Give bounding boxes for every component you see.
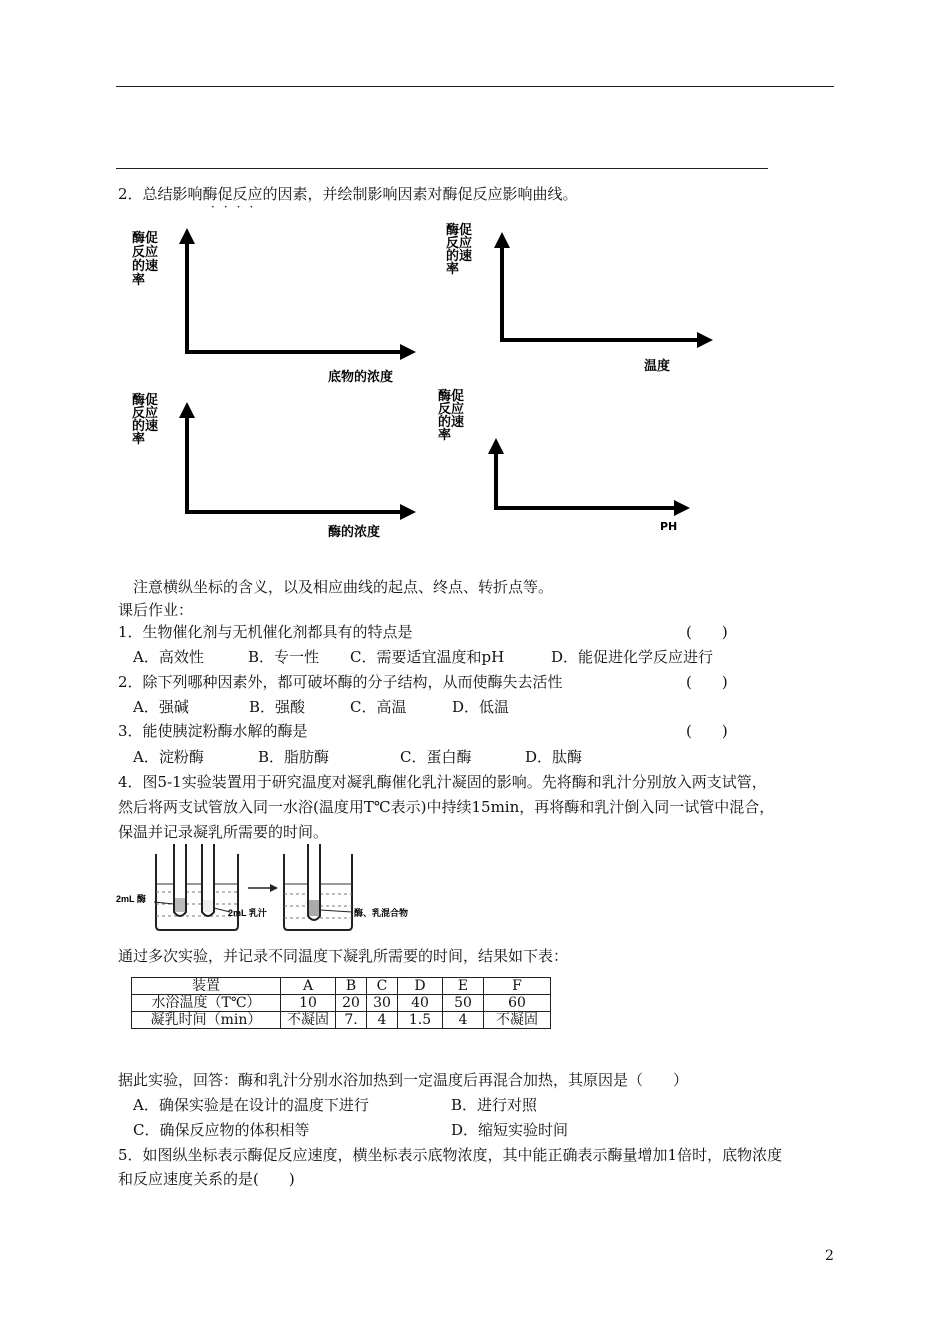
y-axis-arrow bbox=[179, 228, 195, 244]
x-axis-label: PH bbox=[660, 520, 678, 533]
question-1-stem: 1．生物催化剂与无机催化剂都具有的特点是 bbox=[118, 623, 413, 641]
y-label-line: 反应 bbox=[438, 402, 465, 417]
question-3-option-d: D．肽酶 bbox=[525, 748, 583, 766]
table-cell: 4 bbox=[443, 1012, 484, 1029]
x-axis-arrow bbox=[400, 344, 416, 360]
question-4-line-3: 保温并记录凝乳所需要的时间。 bbox=[118, 823, 329, 841]
y-axis-arrow bbox=[494, 232, 510, 248]
results-table bbox=[131, 977, 551, 1029]
table-cell: 水浴温度（T℃） bbox=[132, 995, 281, 1012]
graph4-y-label bbox=[438, 388, 464, 443]
y-axis-arrow bbox=[179, 402, 195, 418]
table-cell: 装置 bbox=[132, 978, 281, 995]
homework-title: 课后作业： bbox=[118, 601, 194, 619]
section-question-2: 2．总结影响酶促反应的因素，并绘制影响因素对酶促反应影响曲线。 bbox=[118, 185, 578, 203]
question-4-line-2: 然后将两支试管放入同一水浴(温度用T℃表示)中持续15min，再将酶和乳汁倒入同一试管中混合， bbox=[118, 798, 775, 816]
note-text: 注意横纵坐标的含义，以及相应曲线的起点、终点、转折点等。 bbox=[133, 578, 554, 596]
question-4-option-c: C．确保反应物的体积相等 bbox=[133, 1121, 310, 1139]
question-1-option-b: B．专一性 bbox=[248, 648, 320, 666]
question-1-blank: ( ) bbox=[686, 623, 728, 641]
y-label-line: 的速 bbox=[132, 419, 159, 434]
y-label-line: 的速 bbox=[446, 249, 473, 264]
question-3-option-c: C．蛋白酶 bbox=[400, 748, 472, 766]
x-axis-arrow bbox=[674, 500, 690, 516]
table-cell: 不凝固 bbox=[281, 1012, 336, 1029]
y-label-line: 的速 bbox=[132, 259, 159, 274]
question-3-option-a: A．淀粉酶 bbox=[133, 748, 204, 766]
label-milk: 2mL 乳汁 bbox=[228, 908, 267, 918]
table-cell: 凝乳时间（min） bbox=[132, 1012, 281, 1029]
graph-enzyme-concentration bbox=[120, 388, 440, 548]
y-label-line: 酶促 bbox=[438, 389, 465, 404]
table-row bbox=[132, 995, 551, 1012]
table-row bbox=[132, 978, 551, 995]
table-cell: 20 bbox=[336, 995, 367, 1012]
label-mixture: 酶、乳混合物 bbox=[354, 908, 409, 918]
x-axis-arrow bbox=[400, 504, 416, 520]
question-3-stem: 3．能使胰淀粉酶水解的酶是 bbox=[118, 722, 308, 740]
graph-temperature bbox=[430, 214, 730, 384]
question-2-option-c: C．高温 bbox=[350, 698, 407, 716]
y-label-line: 反应 bbox=[132, 406, 159, 421]
question-5-line-2: 和反应速度关系的是( ) bbox=[118, 1170, 295, 1188]
table-row bbox=[132, 1012, 551, 1029]
question-1-option-c: C．需要适宜温度和pH bbox=[350, 648, 505, 666]
x-axis-label: 底物的浓度 bbox=[328, 370, 394, 385]
graph3-y-label bbox=[132, 392, 158, 447]
question-3-blank: ( ) bbox=[686, 722, 728, 740]
experiment-figure bbox=[116, 842, 416, 934]
page-number: 2 bbox=[825, 1248, 834, 1264]
y-label-line: 反应 bbox=[446, 236, 473, 251]
table-cell: 50 bbox=[443, 995, 484, 1012]
table-intro: 通过多次实验，并记录不同温度下凝乳所需要的时间，结果如下表： bbox=[118, 947, 569, 965]
question-3-option-b: B．脂肪酶 bbox=[258, 748, 330, 766]
graph-substrate-concentration bbox=[120, 222, 440, 392]
question-2-stem: 2．除下列哪种因素外，都可破坏酶的分子结构，从而使酶失去活性 bbox=[118, 673, 563, 691]
y-label-line: 率 bbox=[446, 262, 460, 277]
table-cell: E bbox=[443, 978, 484, 995]
y-label-line: 的速 bbox=[438, 415, 465, 430]
y-label-line: 率 bbox=[438, 428, 452, 443]
table-cell: 60 bbox=[484, 995, 551, 1012]
x-axis-label: 温度 bbox=[644, 359, 671, 374]
question-2-blank: ( ) bbox=[686, 673, 728, 691]
y-label-line: 率 bbox=[132, 273, 146, 288]
table-cell: 1.5 bbox=[398, 1012, 443, 1029]
question-5-line-1: 5．如图纵坐标表示酶促反应速度，横坐标表示底物浓度，其中能正确表示酶量增加1倍时，底物浓度 bbox=[118, 1146, 783, 1164]
table-cell: 7. bbox=[336, 1012, 367, 1029]
answer-underline bbox=[116, 168, 768, 169]
question-4-option-d: D．缩短实验时间 bbox=[451, 1121, 569, 1139]
question-1-option-d: D．能促进化学反应进行 bbox=[551, 648, 714, 666]
y-label-line: 酶促 bbox=[132, 231, 159, 246]
table-cell: 10 bbox=[281, 995, 336, 1012]
table-cell: 40 bbox=[398, 995, 443, 1012]
table-cell: 4 bbox=[367, 1012, 398, 1029]
header-rule bbox=[116, 86, 834, 87]
question-4-option-a: A．确保实验是在设计的温度下进行 bbox=[133, 1096, 369, 1114]
question-1-option-a: A．高效性 bbox=[133, 648, 204, 666]
question-2-option-d: D．低温 bbox=[452, 698, 510, 716]
table-cell: A bbox=[281, 978, 336, 995]
question-2-option-b: B．强酸 bbox=[249, 698, 306, 716]
y-label-line: 反应 bbox=[132, 245, 159, 260]
graph1-y-label bbox=[132, 230, 158, 288]
y-label-line: 率 bbox=[132, 432, 146, 447]
question-4-line-1: 4．图5-1实验装置用于研究温度对凝乳酶催化乳汁凝固的影响。先将酶和乳汁分别放入两支试管， bbox=[118, 773, 767, 791]
x-axis-label: 酶的浓度 bbox=[328, 525, 381, 540]
graph2-y-label bbox=[446, 222, 472, 277]
table-cell: 不凝固 bbox=[484, 1012, 551, 1029]
table-cell: C bbox=[367, 978, 398, 995]
label-enzyme: 2mL 酶 bbox=[116, 894, 146, 904]
table-cell: D bbox=[398, 978, 443, 995]
y-label-line: 酶促 bbox=[132, 393, 159, 408]
question-4-option-b: B．进行对照 bbox=[451, 1096, 538, 1114]
y-label-line: 酶促 bbox=[446, 223, 473, 238]
x-axis-arrow bbox=[697, 332, 713, 348]
table-cell: 30 bbox=[367, 995, 398, 1012]
table-cell: F bbox=[484, 978, 551, 995]
y-axis-arrow bbox=[488, 438, 504, 454]
table-cell: B bbox=[336, 978, 367, 995]
emphasis-dots: ···· bbox=[211, 200, 263, 214]
graph-ph bbox=[430, 384, 730, 544]
question-2-option-a: A．强碱 bbox=[133, 698, 189, 716]
question-4-prompt: 据此实验，回答：酶和乳汁分别水浴加热到一定温度后再混合加热，其原因是（ ） bbox=[118, 1071, 689, 1089]
